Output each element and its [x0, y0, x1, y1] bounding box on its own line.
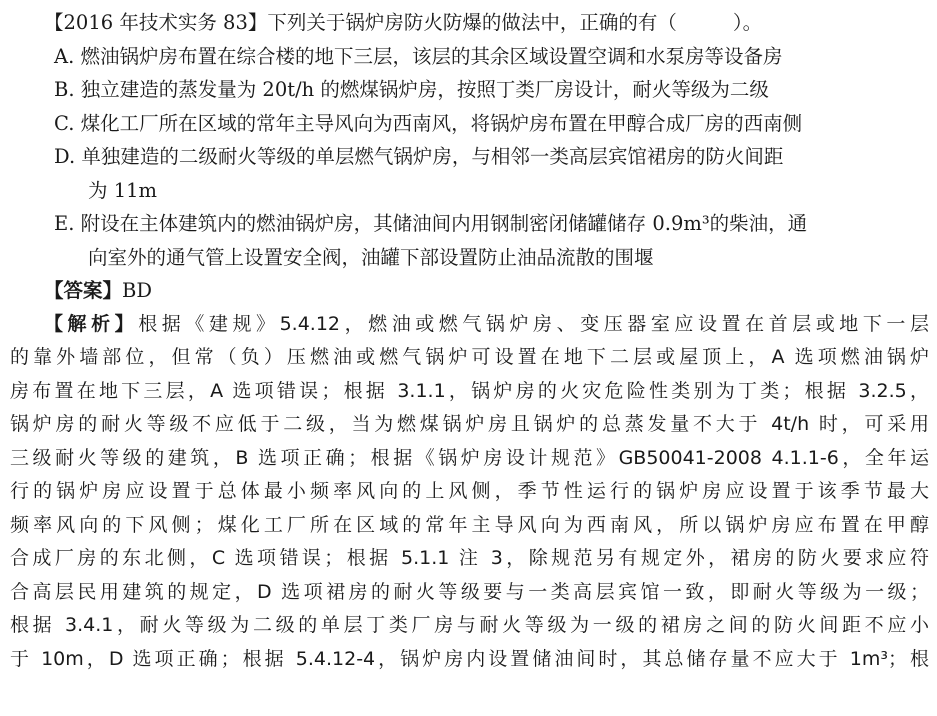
- answer-label: 【答案】: [44, 279, 123, 302]
- option-text: 煤化工厂所在区域的常年主导风向为西南风，将锅炉房布置在甲醇合成厂房的西南侧: [80, 111, 803, 135]
- option-e: [10, 207, 929, 241]
- option-text: 燃油锅炉房布置在综合楼的地下三层，该层的其余区域设置空调和水泵房等设备房: [80, 44, 783, 68]
- answer-value: BD: [122, 279, 152, 302]
- analysis-line: 三级耐火等级的建筑，B 选项正确；根据《锅炉房设计规范》GB50041-2008 4.1.1-6，全年运: [10, 446, 929, 469]
- analysis-line: 锅炉房的耐火等级不应低于二级，当为燃煤锅炉房且锅炉的总蒸发量不大于 4t/h 时，可采用: [10, 413, 929, 435]
- analysis-line: 根据 3.4.1，耐火等级为二级的单层丁类厂房与耐火等级为一级的裙房之间的防火间距不应小: [10, 614, 929, 636]
- question-tag: 2016 年技术实务 83: [63, 11, 248, 34]
- option-e-continued: [10, 241, 929, 275]
- option-d-continued: [10, 174, 929, 208]
- option-letter: E.: [54, 212, 75, 235]
- option-d: [10, 140, 929, 174]
- analysis-line: 合成厂房的东北侧，C 选项错误；根据 5.1.1 注 3，除规范另有规定外，裙房的防火要求应符: [10, 547, 929, 569]
- question-stem-text: 下列关于锅炉房防火防爆的做法中，正确的有（: [267, 11, 677, 34]
- option-text: 向室外的通气管上设置安全阀，油罐下部设置防止油品流散的围堰: [88, 245, 654, 269]
- option-c: [10, 107, 929, 141]
- analysis-text: 根据《建规》5.4.12，燃油或燃气锅炉房、变压器室应设置在首层或地下一层: [138, 312, 929, 335]
- option-text: 为 11m: [88, 178, 158, 202]
- option-text: 单独建造的二级耐火等级的单层燃气锅炉房，与相邻一类高层宾馆裙房的防火间距: [81, 145, 784, 168]
- option-letter: B.: [54, 78, 75, 101]
- analysis-line: 的靠外墙部位，但常（负）压燃油或燃气锅炉可设置在地下二层或屋顶上，A 选项燃油锅炉: [10, 346, 929, 368]
- option-b: [10, 73, 929, 107]
- question-tag-open: 【: [44, 11, 64, 34]
- analysis-line: 房布置在地下三层，A 选项错误；根据 3.1.1，锅炉房的火灾危险性类别为丁类；根据 3.2.5，: [10, 379, 929, 402]
- option-letter: D.: [54, 145, 76, 168]
- option-a: [10, 40, 929, 74]
- question-tag-close: 】: [247, 11, 268, 34]
- analysis-line: 合高层民用建筑的规定，D 选项裙房的耐火等级要与一类高层宾馆一致，即耐火等级为一级；: [10, 580, 929, 603]
- analysis-label: 【解析】: [44, 312, 139, 335]
- question-stem: [10, 6, 929, 40]
- answer-line: [10, 274, 929, 308]
- option-letter: A.: [54, 44, 75, 68]
- question-stem-end: ）。: [732, 11, 763, 34]
- analysis-line: 行的锅炉房应设置于总体最小频率风向的上风侧，季节性运行的锅炉房应设置于该季节最大: [10, 480, 929, 502]
- analysis-line: 于 10m，D 选项正确；根据 5.4.12-4，锅炉房内设置储油间时，其总储存量不应大于 1m³；根: [10, 647, 929, 670]
- option-text: 附设在主体建筑内的燃油锅炉房，其储油间内用钢制密闭储罐储存 0.9m³的柴油，通: [80, 212, 808, 235]
- analysis-line: 频率风向的下风侧；煤化工厂所在区域的常年主导风向为西南风，所以锅炉房应布置在甲醇: [10, 513, 929, 536]
- analysis-first-line: [10, 308, 929, 342]
- option-text: 独立建造的蒸发量为 20t/h 的燃煤锅炉房，按照丁类厂房设计，耐火等级为二级: [80, 78, 769, 101]
- option-letter: C.: [54, 111, 75, 135]
